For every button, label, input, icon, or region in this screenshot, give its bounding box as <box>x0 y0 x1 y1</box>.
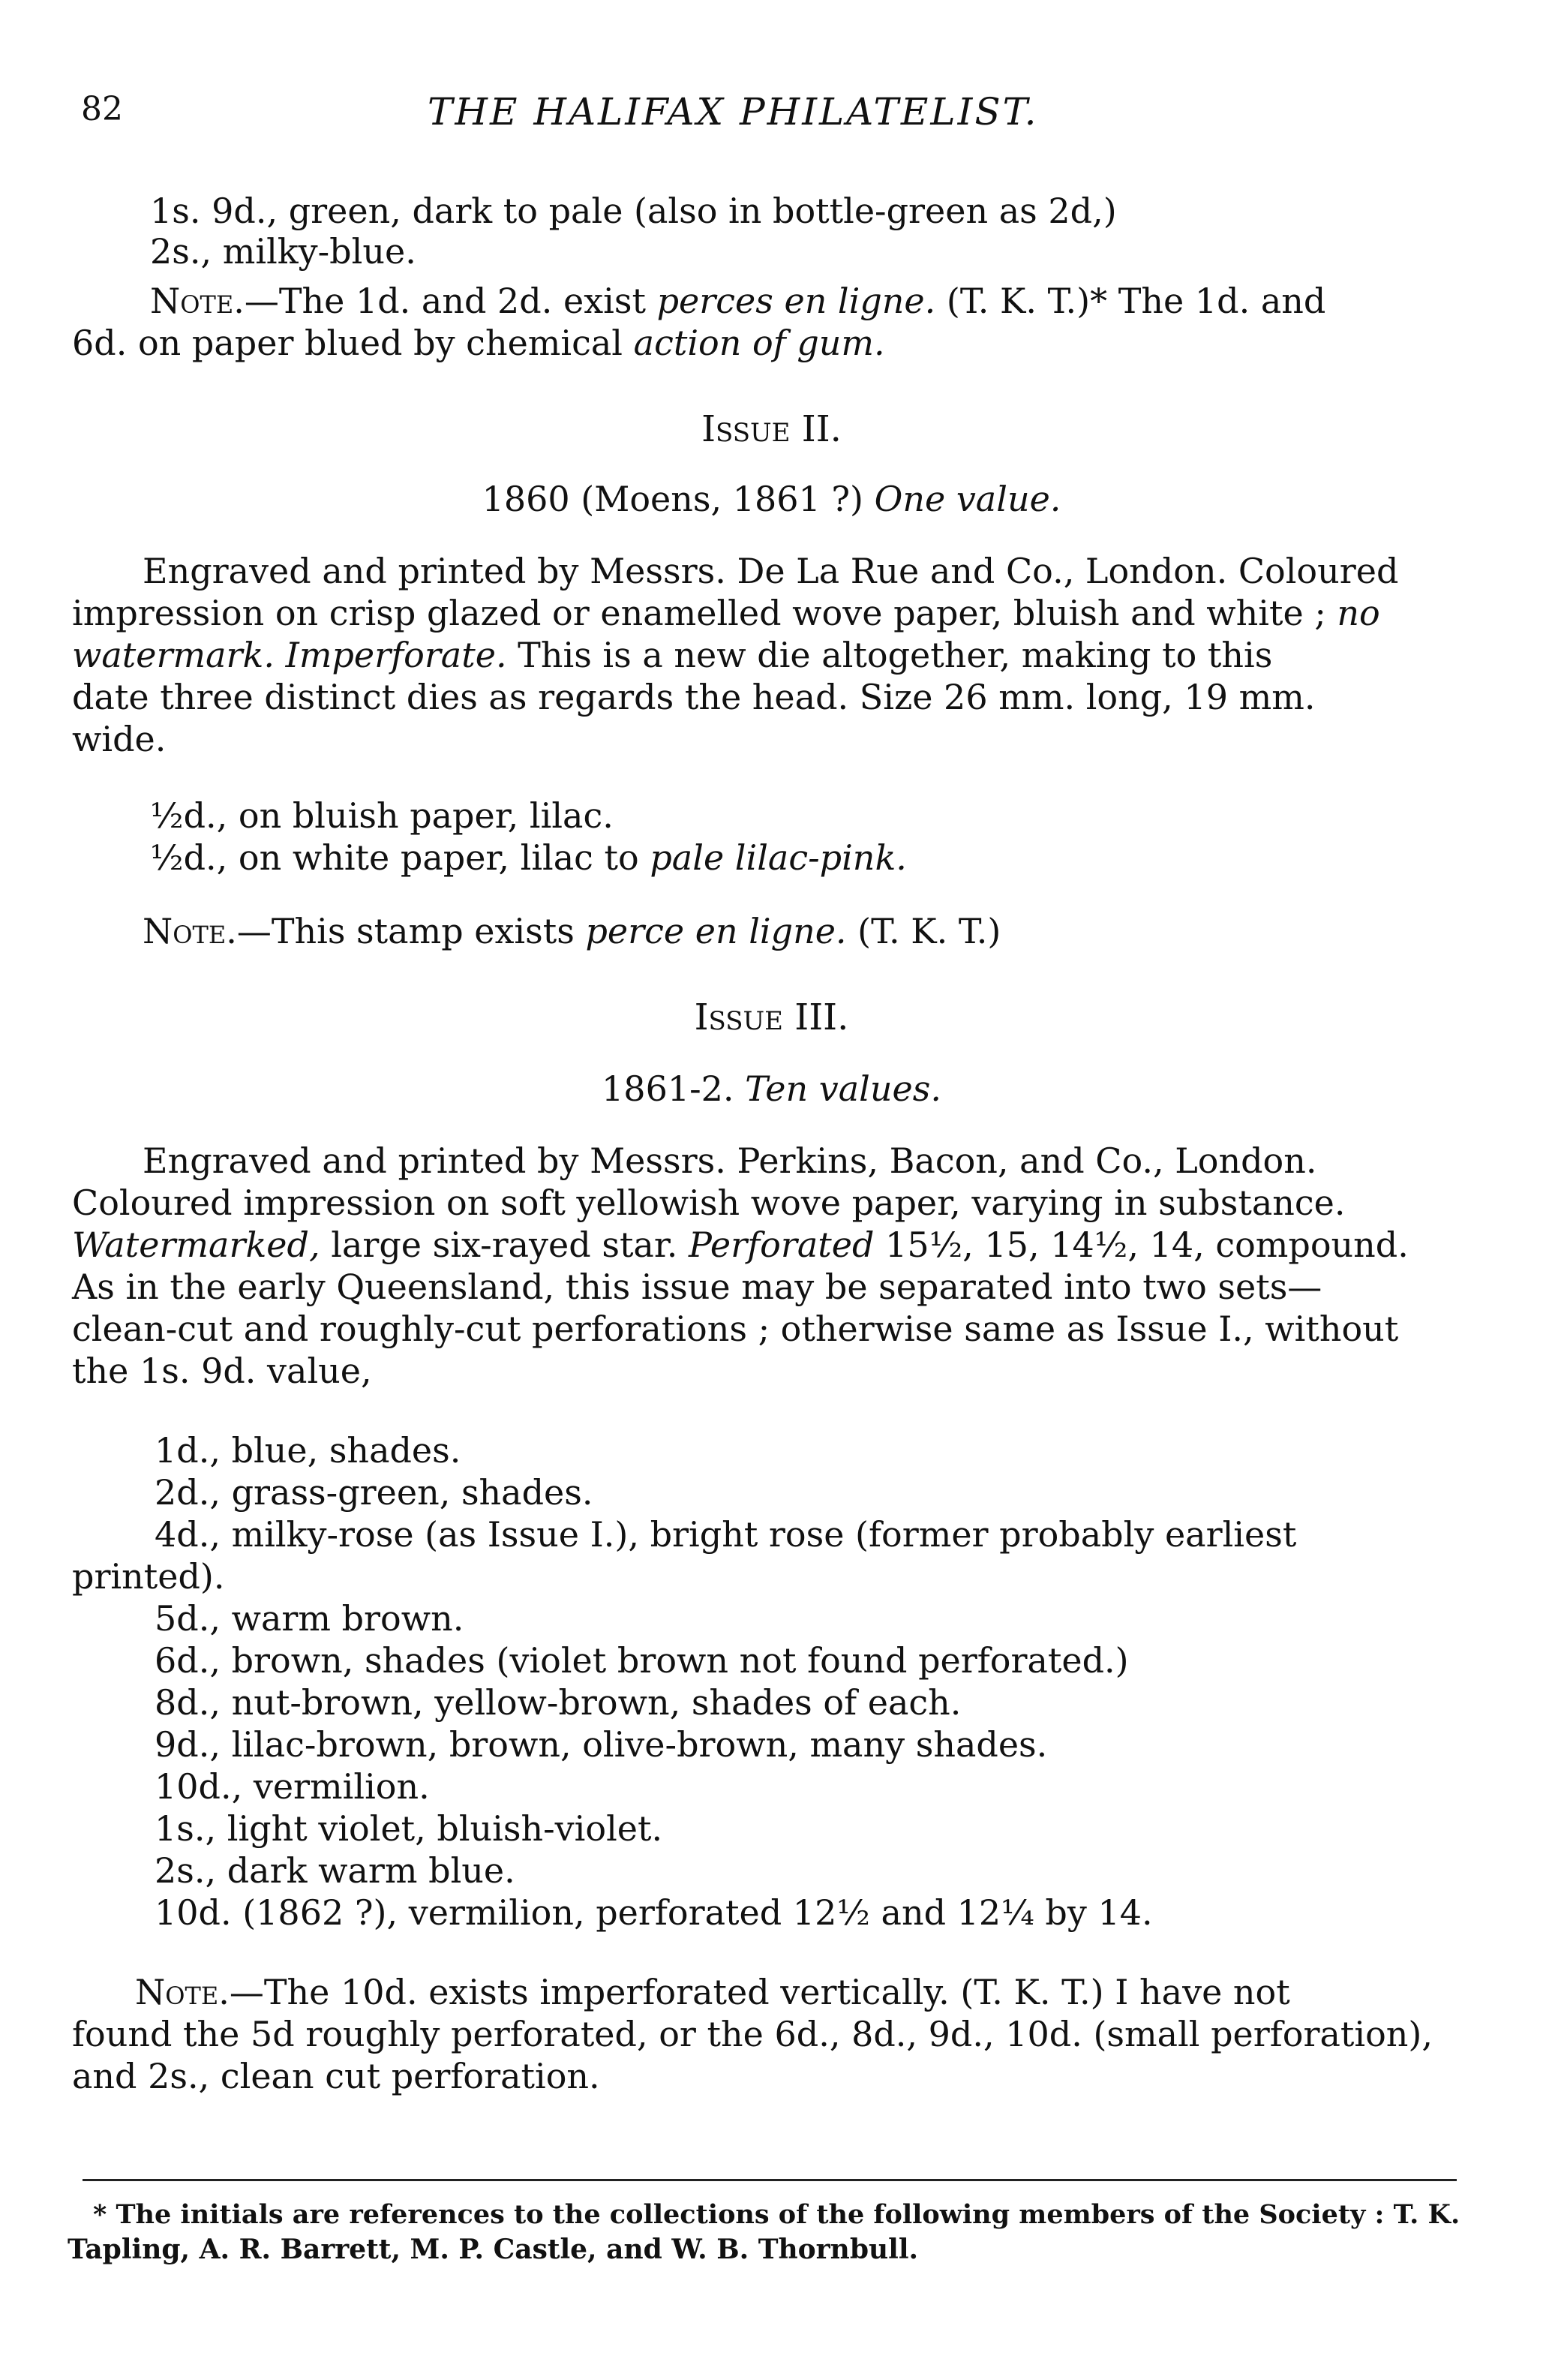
value-italic: pale lilac-pink. <box>650 837 907 878</box>
value-line: 2s., dark warm blue. <box>155 1850 515 1891</box>
paragraph-text: This is a new die altogether, making to this <box>506 635 1273 675</box>
paragraph-line <box>72 593 1380 633</box>
paragraph-line: date three distinct dies as regards the head. Size 26 mm. long, 19 mm. <box>72 677 1316 717</box>
value-line <box>150 837 907 878</box>
paragraph-italic: Watermarked, <box>72 1225 320 1265</box>
value-line: 9d., lilac-brown, brown, olive-brown, many shades. <box>155 1724 1048 1765</box>
note-text: (T. K. T.) <box>846 911 1001 951</box>
footnote-line: Tapling, A. R. Barrett, M. P. Castle, and W. B. Thornbull. <box>68 2234 919 2265</box>
value-line: 1s., light violet, bluish-violet. <box>155 1808 663 1849</box>
paragraph-italic: Perforated <box>689 1225 875 1265</box>
value-line: 10d., vermilion. <box>155 1766 430 1807</box>
note-text: 6d. on paper blued by chemical <box>72 323 634 363</box>
issue-heading: Issue III. <box>694 996 849 1038</box>
paragraph-line: As in the early Queensland, this issue may be separated into two sets— <box>72 1267 1322 1307</box>
paragraph-line <box>72 1225 1409 1265</box>
issue-date-text: 1861-2. <box>602 1068 746 1109</box>
note-line <box>143 911 1001 951</box>
page-number: 82 <box>81 90 123 128</box>
value-line: 2s., milky-blue. <box>150 231 416 272</box>
value-line: 1s. 9d., green, dark to pale (also in bottle-green as 2d,) <box>150 191 1117 231</box>
note-line <box>72 323 885 363</box>
value-line: printed). <box>72 1556 225 1597</box>
value-text: ½d., on white paper, lilac to <box>150 837 650 878</box>
paragraph-line: Engraved and printed by Messrs. De La Rue and Co., London. Coloured <box>143 551 1399 591</box>
paragraph-line: clean-cut and roughly-cut perforations ; otherwise same as Issue I., without <box>72 1309 1399 1349</box>
paragraph-italic: watermark. Imperforate. <box>72 635 507 675</box>
paragraph-text: impression on crisp glazed or enamelled wove paper, bluish and white ; <box>72 593 1326 633</box>
note-text: —The 1d. and 2d. exist <box>244 281 657 321</box>
note-line <box>150 281 1326 321</box>
note-text: (T. K. T.)* The 1d. and <box>935 281 1326 321</box>
paragraph-line: the 1s. 9d. value, <box>72 1351 372 1391</box>
value-line: 4d., milky-rose (as Issue I.), bright rose (former probably earliest <box>155 1514 1297 1555</box>
note-line <box>135 1972 1290 2012</box>
note-line: and 2s., clean cut perforation. <box>72 2056 600 2096</box>
footnote-line: * The initials are references to the collections of the following members of the Society : T. K. <box>93 2199 1460 2230</box>
value-line: 2d., grass-green, shades. <box>155 1472 593 1513</box>
issue-date <box>0 479 1543 519</box>
value-line: 8d., nut-brown, yellow-brown, shades of each. <box>155 1682 962 1723</box>
paragraph-italic: no <box>1325 593 1380 633</box>
value-line: 5d., warm brown. <box>155 1598 464 1639</box>
footnote-divider <box>83 2179 1457 2181</box>
running-title: THE HALIFAX PHILATELIST. <box>428 90 1039 134</box>
issue-values-count: One value. <box>874 479 1061 519</box>
paragraph-line: Engraved and printed by Messrs. Perkins, Bacon, and Co., London. <box>143 1140 1317 1181</box>
note-text: —The 10d. exists imperforated vertically. (T. K. T.) I have not <box>229 1972 1290 2012</box>
note-italic: perce en ligne. <box>585 911 847 951</box>
note-lead: Note. <box>135 1972 230 2012</box>
note-italic: perces en ligne. <box>656 281 936 321</box>
issue-heading: Issue II. <box>701 408 842 450</box>
paragraph-line: Coloured impression on soft yellowish wove paper, varying in substance. <box>72 1182 1346 1223</box>
note-italic: action of gum. <box>633 323 885 363</box>
value-line: 6d., brown, shades (violet brown not found perforated.) <box>155 1640 1129 1681</box>
issue-date <box>0 1068 1543 1109</box>
issue-values-count: Ten values. <box>745 1068 941 1109</box>
value-line: 10d. (1862 ?), vermilion, perforated 12½ and 12¼ by 14. <box>155 1892 1153 1933</box>
note-lead: Note. <box>150 281 245 321</box>
value-line: 1d., blue, shades. <box>155 1430 461 1471</box>
note-line: found the 5d roughly perforated, or the 6d., 8d., 9d., 10d. (small perforation), <box>72 2014 1433 2054</box>
paragraph-line <box>72 635 1273 675</box>
value-line: ½d., on bluish paper, lilac. <box>150 795 614 836</box>
paragraph-line: wide. <box>72 719 167 759</box>
paragraph-text: 15½, 15, 14½, 14, compound. <box>874 1225 1409 1265</box>
issue-date-text: 1860 (Moens, 1861 ?) <box>482 479 875 519</box>
note-lead: Note. <box>143 911 237 951</box>
paragraph-text: large six-rayed star. <box>320 1225 689 1265</box>
note-text: —This stamp exists <box>236 911 586 951</box>
